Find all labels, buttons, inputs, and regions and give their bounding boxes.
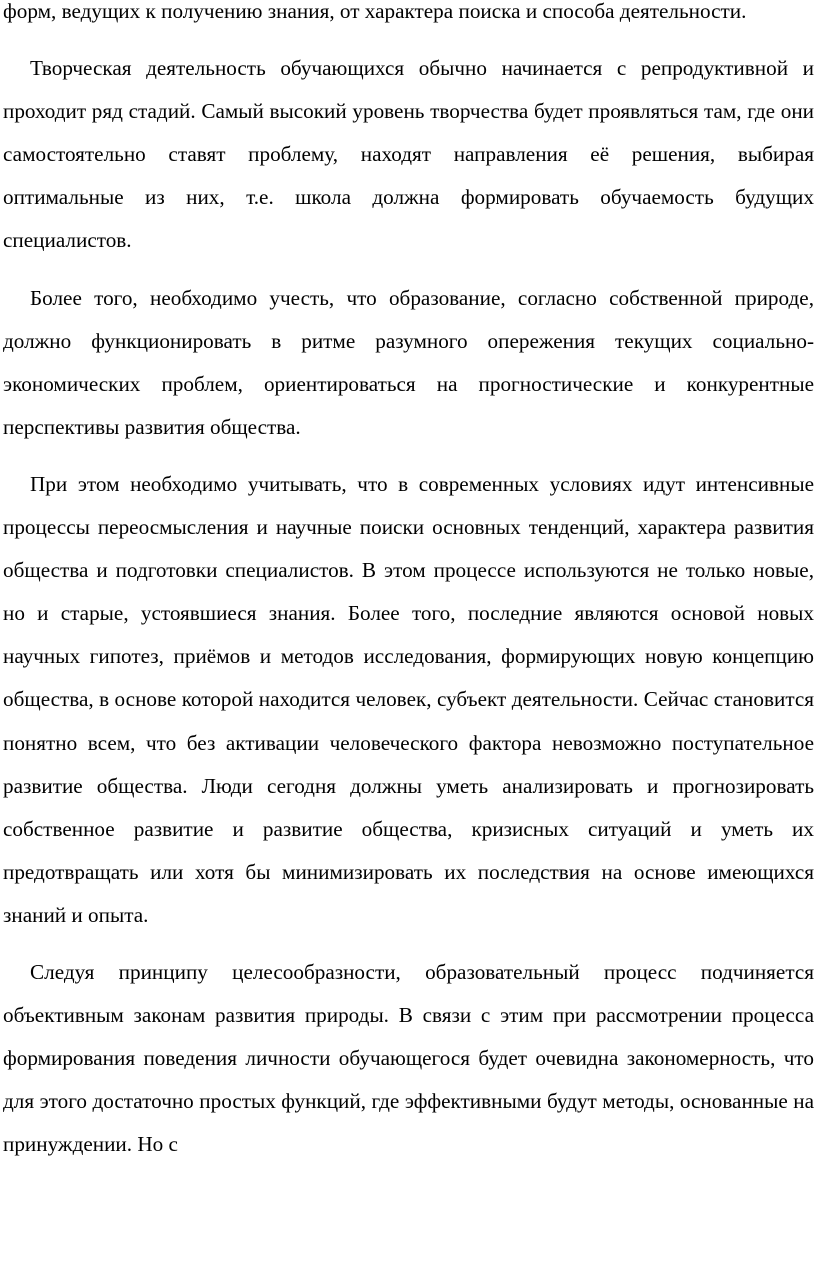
paragraph-education-nature: Более того, необходимо учесть, что образование, согласно собственной природе, должно функционировать в ритме разумного опережения текущих социально-экономических проблем, ориентироваться на прогностические и конкурентные перспективы развития общества.	[3, 285, 814, 439]
paragraph-creative-activity: Творческая деятельность обучающихся обычно начинается с репродуктивной и проходит ряд стадий. Самый высокий уровень творчества будет проявляться там, где они самостоятельно ставят проблему, находят направления её решения, выбирая оптимальные из них, т.е. школа должна формировать обучаемость будущих специалистов.	[3, 56, 814, 253]
paragraph-expediency-principle: Следуя принципу целесообразности, образовательный процесс подчиняется объективным законам развития природы. В связи с этим при рассмотрении процесса формирования поведения личности обучающегося будет очевидна закономерность, что для этого достаточно простых функций, где эффективными будут методы, основанные на принуждении. Но с	[3, 959, 814, 1157]
paragraph-continuation: форм, ведущих к получению знания, от характера поиска и способа деятельности.	[3, 0, 747, 23]
paragraph-modern-conditions: При этом необходимо учитывать, что в современных условиях идут интенсивные процессы переосмысления и научные поиски основных тенденций, характера развития общества и подготовки специалистов. В этом процессе используются не только новые, но и старые, устоявшиеся знания. Более того, последние являются основой новых научных гипотез, приёмов и методов исследования, формирующих новую концепцию общества, в основе которой находится человек, субъект деятельности. Сейчас становится понятно всем, что без активации человеческого фактора невозможно поступательное развитие общества. Люди сегодня должны уметь анализировать и прогнозировать собственное развитие и развитие общества, кризисных ситуаций и уметь их предотвращать или хотя бы минимизировать их последствия на основе имеющихся знаний и опыта.	[3, 471, 814, 927]
